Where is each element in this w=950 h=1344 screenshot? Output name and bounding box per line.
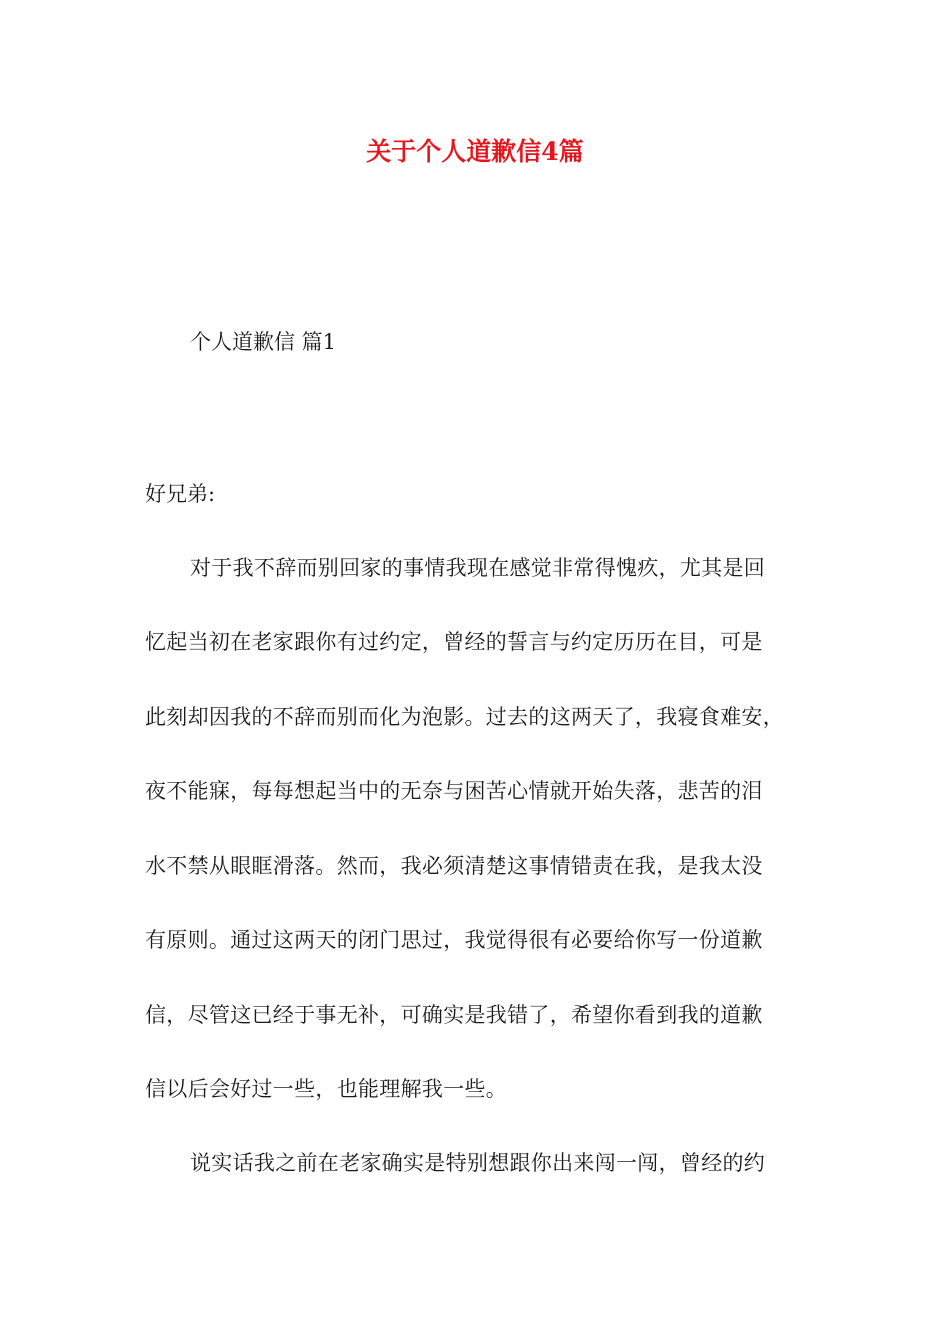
paragraph-line: 此刻却因我的不辞而别而化为泡影。过去的这两天了，我寝食难安， xyxy=(145,705,784,729)
document-title: 关于个人道歉信4篇 xyxy=(366,137,584,166)
section-heading: 个人道歉信 篇1 xyxy=(190,330,337,354)
paragraph-line: 信以后会好过一些，也能理解我一些。 xyxy=(145,1077,508,1101)
paragraph-line: 信，尽管这已经于事无补，可确实是我错了，希望你看到我的道歉 xyxy=(145,1003,763,1027)
letter-salutation: 好兄弟: xyxy=(145,482,216,506)
paragraph-line: 说实话我之前在老家确实是特别想跟你出来闯一闯，曾经的约 xyxy=(190,1151,766,1175)
paragraph-line: 对于我不辞而别回家的事情我现在感觉非常得愧疚，尤其是回 xyxy=(190,556,766,580)
paragraph-line: 水不禁从眼眶滑落。然而，我必须清楚这事情错责在我，是我太没 xyxy=(145,854,763,878)
paragraph-line: 夜不能寐，每每想起当中的无奈与困苦心情就开始失落，悲苦的泪 xyxy=(145,779,763,803)
paragraph-line: 忆起当初在老家跟你有过约定，曾经的誓言与约定历历在目，可是 xyxy=(145,630,763,654)
paragraph-line: 有原则。通过这两天的闭门思过，我觉得很有必要给你写一份道歉 xyxy=(145,928,763,952)
